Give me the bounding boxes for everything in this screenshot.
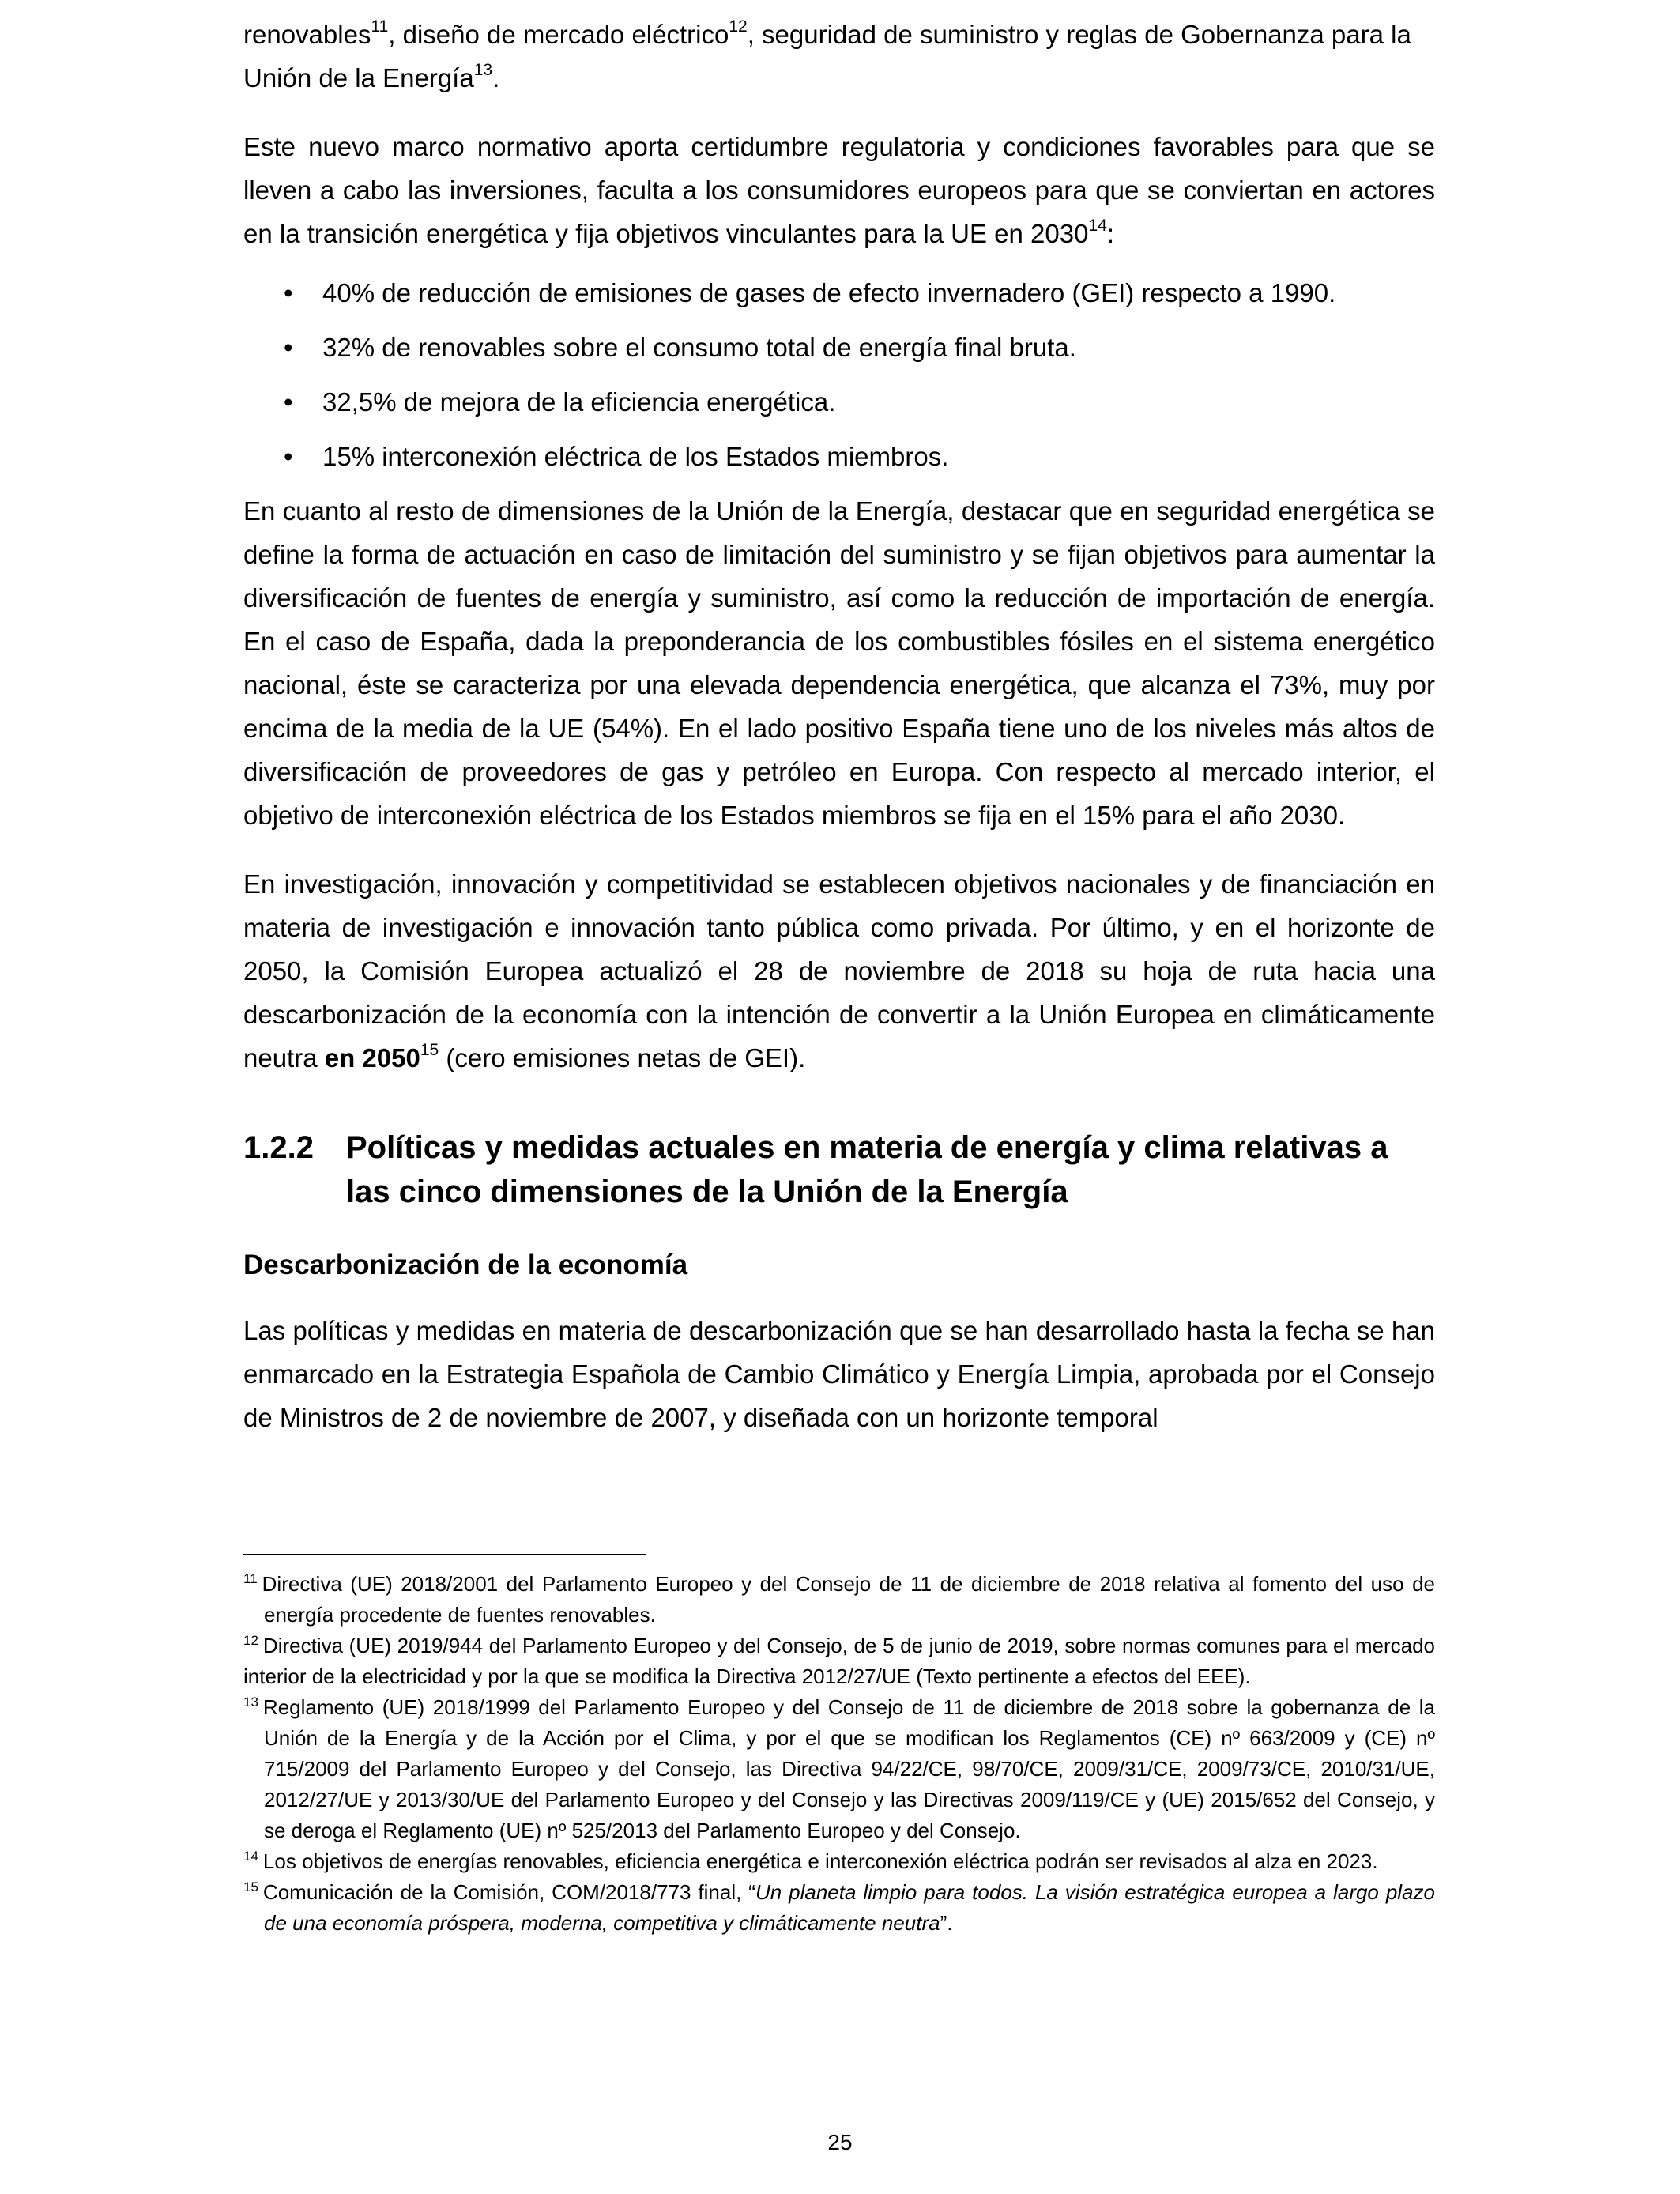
investigacion-bold: en 2050	[324, 1043, 420, 1072]
footnote-italic-title: Un planeta limpio para todos. La visión estratégica europea a largo plazo de una economía próspera, moderna, competitiva y climáticamente neutra	[264, 1880, 1435, 1935]
footnote-13	[243, 1692, 1435, 1846]
footnotes	[243, 1569, 1435, 1939]
intro-text-1: renovables	[243, 20, 371, 49]
list-item-text: 32% de renovables sobre el consumo total de energía final bruta.	[322, 333, 1076, 362]
list-item	[243, 326, 1435, 369]
marco-text: Este nuevo marco normativo aporta certidumbre regulatoria y condiciones favorables para que se lleven a cabo las inversiones, faculta a los consumidores europeos para que se conviertan en actores en la transición energética y fija objetivos vinculantes para la UE en 2030	[243, 132, 1435, 248]
footnote-mark: 13	[243, 1695, 258, 1710]
footnote-ref-12[interactable]: 12	[729, 17, 748, 36]
paragraph-politicas: Las políticas y medidas en materia de descarbonización que se han desarrollado hasta la fecha se han enmarcado en la Estrategia Española de Cambio Climático y Energía Limpia, aprobada por el Consejo de Ministros de 2 de noviembre de 2007, y diseñada con un horizonte temporal	[243, 1316, 1435, 1432]
marco-tail: :	[1106, 219, 1115, 248]
section-heading	[243, 1125, 1435, 1214]
footnote-tail: ”.	[940, 1911, 953, 1935]
paragraph-marco-normativo	[243, 125, 1435, 255]
bullet-icon: •	[284, 387, 293, 417]
footnote-text: Directiva (UE) 2019/944 del Parlamento Europeo y del Consejo, de 5 de junio de 2019, sobre normas comunes para el mercado interior de la electricidad y por la que se modifica la Directiva 2012/27/UE (Texto pertinente a efectos del EEE).	[243, 1634, 1435, 1688]
footnote-14	[243, 1846, 1435, 1877]
intro-paragraph	[243, 13, 1435, 100]
document-page	[243, 13, 1435, 1439]
list-item-text: 15% interconexión eléctrica de los Estados miembros.	[322, 442, 949, 471]
footnote-text: Comunicación de la Comisión, COM/2018/773 final, “	[262, 1880, 755, 1904]
list-item-text: 40% de reducción de emisiones de gases de efecto invernadero (GEI) respecto a 1990.	[322, 278, 1336, 307]
bullet-icon: •	[284, 442, 293, 471]
investigacion-text: En investigación, innovación y competitividad se establecen objetivos nacionales y de financiación en materia de investigación e innovación tanto pública como privada. Por último, y en el horizonte de 2050, la Comisión Europea actualizó el 28 de noviembre de 2018 su hoja de ruta hacia una descarbonización de la economía con la intención de convertir a la Unión Europea en climáticamente neutra	[243, 869, 1435, 1072]
intro-text-3: , seguridad de suministro y reglas de Gobernanza para la Unión de la Energía	[243, 20, 1411, 92]
section-title: Políticas y medidas actuales en materia de energía y clima relativas a las cinco dimensiones de la Unión de la Energía	[346, 1130, 1388, 1209]
investigacion-tail: (cero emisiones netas de GEI).	[439, 1043, 806, 1072]
list-item	[243, 271, 1435, 315]
page-number: 25	[827, 2130, 853, 2154]
footnote-mark: 11	[243, 1571, 258, 1586]
footnote-text: Directiva (UE) 2018/2001 del Parlamento Europeo y del Consejo de 11 de diciembre de 2018 relativa al fomento del uso de energía procedente de fuentes renovables.	[262, 1572, 1435, 1627]
paragraph-investigacion	[243, 862, 1435, 1080]
footnote-ref-15[interactable]: 15	[420, 1041, 439, 1059]
footnote-text: Reglamento (UE) 2018/1999 del Parlamento Europeo y del Consejo de 11 de diciembre de 2018 sobre la gobernanza de la Unión de la Energía y de la Acción por el Clima, y por el que se modifican los Reglamentos (CE) nº 663/2009 y (CE) nº 715/2009 del Parlamento Europeo y del Consejo, las Directiva 94/22/CE, 98/70/CE, 2009/31/CE, 2009/73/CE, 2010/31/UE, 2012/27/UE y 2013/30/UE del Parlamento Europeo y del Consejo y las Directivas 2009/119/CE y (UE) 2015/652 del Consejo, y se deroga el Reglamento (UE) nº 525/2013 del Parlamento Europeo y del Consejo.	[262, 1695, 1435, 1842]
paragraph-dimensiones: En cuanto al resto de dimensiones de la Unión de la Energía, destacar que en seguridad energética se define la forma de actuación en caso de limitación del suministro y se fijan objetivos para aumentar la diversificación de fuentes de energía y suministro, así como la reducción de importación de energía. En el caso de España, dada la preponderancia de los combustibles fósiles en el sistema energético nacional, éste se caracteriza por una elevada dependencia energética, que alcanza el 73%, muy por encima de la media de la UE (54%). En el lado positivo España tiene uno de los niveles más altos de diversificación de proveedores de gas y petróleo en Europa. Con respecto al mercado interior, el objetivo de interconexión eléctrica de los Estados miembros se fija en el 15% para el año 2030.	[243, 496, 1435, 830]
list-item-text: 32,5% de mejora de la eficiencia energética.	[322, 387, 836, 417]
bullet-icon: •	[284, 278, 293, 307]
footnote-ref-14[interactable]: 14	[1088, 217, 1107, 235]
footnote-15	[243, 1877, 1435, 1939]
bullet-icon: •	[284, 333, 293, 362]
footnote-11	[243, 1569, 1435, 1630]
subsection-heading: Descarbonización de la economía	[243, 1250, 688, 1280]
intro-text-2: , diseño de mercado eléctrico	[388, 20, 729, 49]
objectives-list	[243, 271, 1435, 478]
footnote-mark: 12	[243, 1633, 258, 1648]
list-item	[243, 380, 1435, 424]
footnote-12	[243, 1630, 1435, 1692]
footnote-mark: 14	[243, 1849, 258, 1864]
intro-text-4: .	[492, 63, 500, 92]
footnote-text: Los objetivos de energías renovables, eficiencia energética e interconexión eléctrica podrán ser revisados al alza en 2023.	[262, 1849, 1378, 1873]
section-number: 1.2.2	[243, 1130, 314, 1165]
footnote-ref-13[interactable]: 13	[473, 61, 493, 79]
footnote-separator	[243, 1554, 646, 1555]
list-item	[243, 435, 1435, 478]
footnote-ref-11[interactable]: 11	[371, 17, 389, 36]
footnote-mark: 15	[243, 1879, 258, 1894]
